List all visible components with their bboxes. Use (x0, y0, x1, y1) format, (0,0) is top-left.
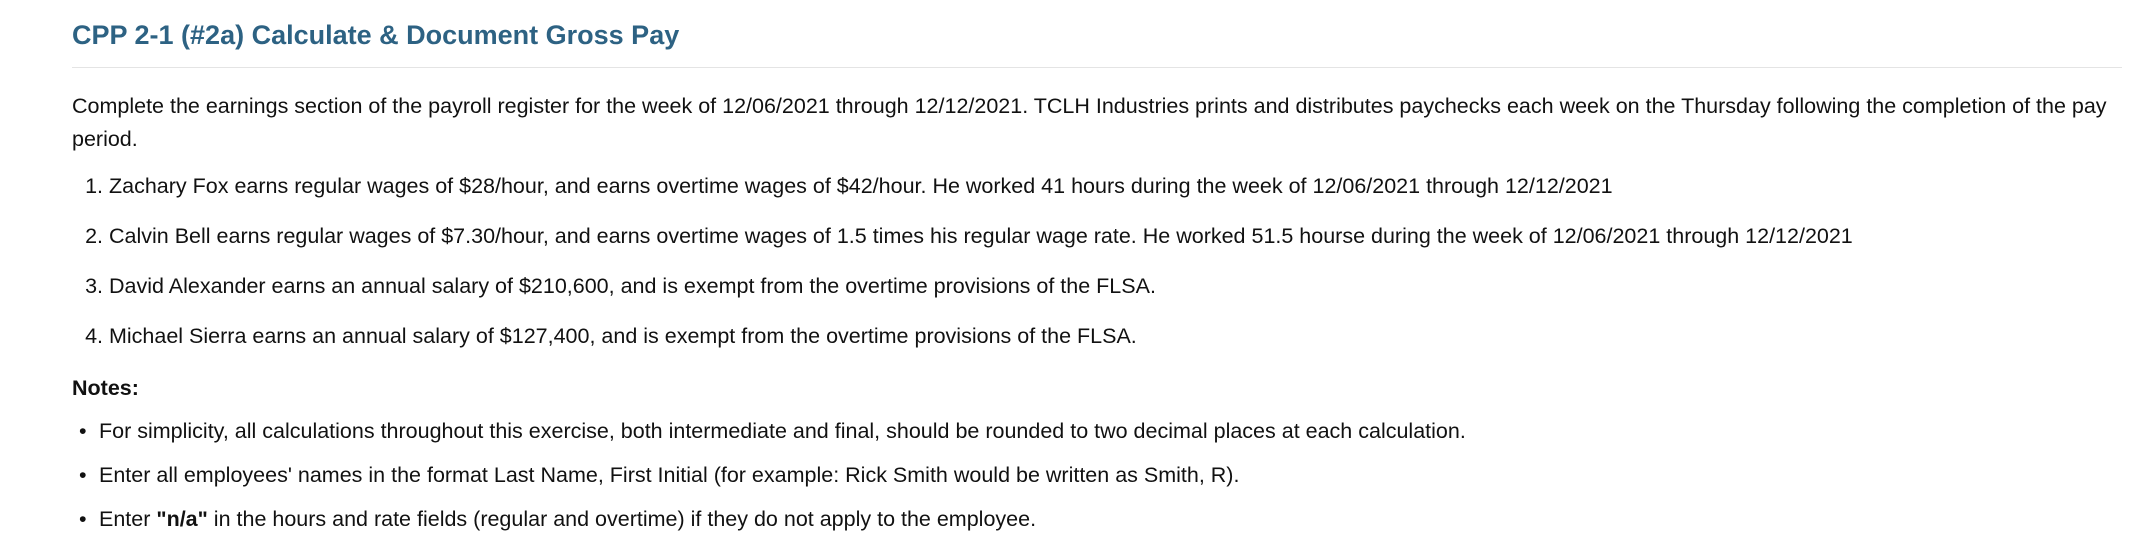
na-emphasis: "n/a" (156, 507, 208, 531)
note-item (72, 415, 2122, 448)
intro-paragraph: Complete the earnings section of the payroll register for the week of 12/06/2021 through 12/12/2021. TCLH Industries prints and distributes paychecks each week on the Thursday following the completion of the pay period. (72, 94, 2107, 151)
note-text: For simplicity, all calculations throughout this exercise, both intermediate and final, should be rounded to two decimal places at each calculation. (99, 419, 1466, 443)
note-text-after: in the hours and rate fields (regular and overtime) if they do not apply to the employee. (207, 507, 1037, 531)
page-title: CPP 2-1 (#2a) Calculate & Document Gross Pay (72, 20, 680, 50)
task-item: 2. Calvin Bell earns regular wages of $7.30/hour, and earns overtime wages of 1.5 times his regular wage rate. He worked 51.5 hourse during the week of 12/06/2021 through 12/12/2021 (109, 220, 2122, 253)
bullet-icon: • (79, 419, 87, 443)
title-divider (72, 67, 2122, 68)
note-item (72, 459, 2122, 492)
bullet-icon: • (79, 463, 87, 487)
task-item: 1. Zachary Fox earns regular wages of $28/hour, and earns overtime wages of $42/hour. He worked 41 hours during the week of 12/06/2021 through 12/12/2021 (109, 170, 2122, 203)
note-item (72, 503, 2122, 536)
task-item: 4. Michael Sierra earns an annual salary of $127,400, and is exempt from the overtime provisions of the FLSA. (109, 320, 2122, 353)
notes-heading: Notes: (72, 376, 139, 400)
task-list (72, 170, 2122, 353)
notes-list (72, 415, 2122, 536)
instructions-panel (72, 0, 2122, 547)
task-item: 3. David Alexander earns an annual salary of $210,600, and is exempt from the overtime provisions of the FLSA. (109, 270, 2122, 303)
bullet-icon: • (79, 507, 87, 531)
note-text-before: Enter (99, 507, 157, 531)
note-text: Enter all employees' names in the format Last Name, First Initial (for example: Rick Smith would be written as Smith, R). (99, 463, 1240, 487)
